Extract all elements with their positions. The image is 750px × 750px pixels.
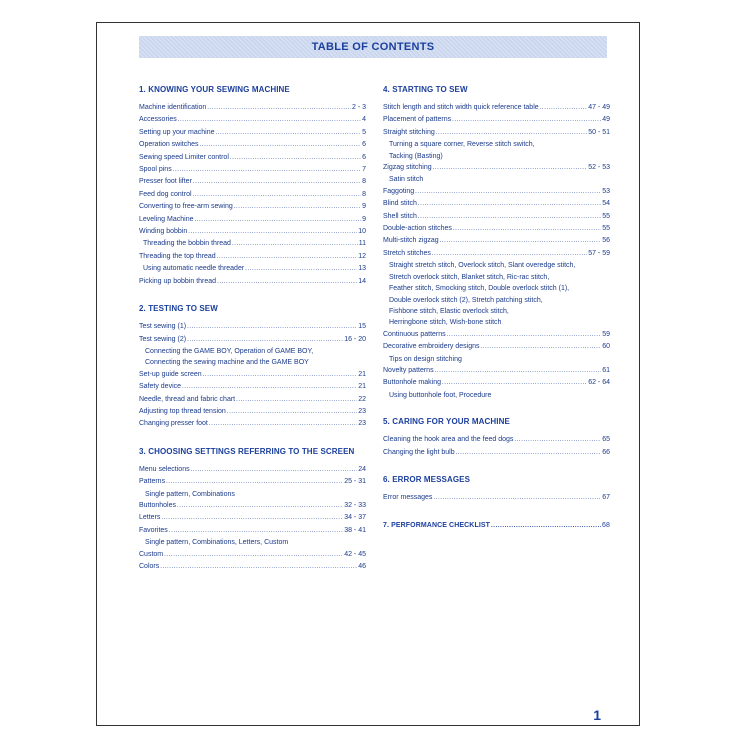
entry-title: Winding bobbin: [139, 228, 188, 236]
toc-entry: [139, 139, 366, 151]
entry-title: Zigzag stitching: [383, 164, 432, 172]
page-ref: 59: [602, 330, 610, 338]
entry-title: Converting to free-arm sewing: [139, 203, 233, 211]
page-ref: 9: [362, 203, 366, 211]
leader-dots: [453, 223, 601, 235]
manual-page: [96, 22, 640, 726]
page-ref: 13: [358, 265, 366, 273]
toc-subentry: Single pattern, Combinations: [145, 490, 235, 498]
toc-subentry: Tacking (Basting): [389, 152, 443, 160]
toc-section: [383, 520, 610, 532]
page-ref: 9: [362, 215, 366, 223]
entry-title: Custom: [139, 550, 164, 558]
entry-title: Accessories: [139, 116, 177, 124]
entry-title: Decorative embroidery designs: [383, 343, 480, 351]
section-title: 4. STARTING TO SEW: [383, 85, 468, 94]
toc-subentry: Double overlock stitch (2), Stretch patching stitch,: [389, 296, 543, 304]
entry-title: Placement of patterns: [383, 116, 452, 124]
toc-subentry: Stretch overlock stitch, Blanket stitch, Ric-rac stitch,: [389, 273, 550, 281]
toc-entry: [139, 381, 366, 393]
page-ref: 21: [358, 383, 366, 391]
leader-dots: [169, 525, 343, 537]
entry-title: Threading the top thread: [139, 252, 216, 260]
toc-entry: [383, 114, 610, 126]
leader-dots: [447, 329, 602, 341]
entry-title: Sewing speed Limiter control: [139, 153, 229, 161]
page-ref: 6: [362, 141, 366, 149]
section-title-text: 7. PERFORMANCE CHECKLIST: [383, 522, 491, 530]
leader-dots: [418, 211, 601, 223]
page-ref: 11: [358, 240, 366, 248]
toc-entry: [383, 102, 610, 114]
entry-title: Presser foot lifter: [139, 178, 192, 186]
leader-dots: [456, 447, 602, 459]
leader-dots: [194, 214, 361, 226]
toc-entry: [383, 434, 610, 446]
page-ref: 68: [602, 522, 610, 530]
leader-dots: [200, 139, 362, 151]
toc-entry: [139, 464, 366, 476]
page-ref: 49: [602, 116, 610, 124]
entry-title: Shell stitch: [383, 212, 417, 220]
page-ref: 38 - 41: [344, 526, 366, 534]
leader-dots: [166, 476, 343, 488]
leader-dots: [193, 176, 361, 188]
page-ref: 65: [602, 436, 610, 444]
toc-section: [139, 447, 366, 574]
page-ref: 54: [602, 200, 610, 208]
toc-entry: [139, 214, 366, 226]
page-ref: 23: [358, 407, 366, 415]
entry-title: Buttonhole making: [383, 379, 441, 387]
page-ref: 15: [358, 323, 366, 331]
entry-title: Blind stitch: [383, 200, 417, 208]
toc-entry: [139, 525, 366, 537]
leader-dots: [452, 114, 601, 126]
toc-entry: [139, 127, 366, 139]
leader-dots: [442, 377, 587, 389]
leader-dots: [435, 365, 602, 377]
leader-dots: [217, 251, 358, 263]
entry-title: Test sewing (2): [139, 335, 187, 343]
toc-entry: [139, 500, 366, 512]
entry-title: Faggoting: [383, 187, 415, 195]
toc-entry: [139, 189, 366, 201]
entry-title: Straight stitching: [383, 128, 435, 136]
leader-dots: [191, 464, 358, 476]
entry-title: Set-up guide screen: [139, 370, 202, 378]
toc-entry: [139, 164, 366, 176]
page-ref: 8: [362, 178, 366, 186]
leader-dots: [432, 248, 587, 260]
page-ref: 62 - 64: [588, 379, 610, 387]
leader-dots: [217, 276, 357, 288]
leader-dots: [227, 406, 357, 418]
toc-entry: [383, 447, 610, 459]
page-ref: 32 - 33: [344, 501, 366, 509]
leader-dots: [481, 341, 602, 353]
page-ref: 16 - 20: [344, 335, 366, 343]
section-title: 2. TESTING TO SEW: [139, 304, 218, 314]
leader-dots: [245, 263, 357, 275]
leader-dots: [187, 321, 357, 333]
page-ref: 8: [362, 190, 366, 198]
page-title: TABLE OF CONTENTS: [311, 41, 435, 53]
toc-entry: [383, 127, 610, 139]
entry-title: Multi-stitch zigzag: [383, 237, 439, 245]
page-ref: 22: [358, 395, 366, 403]
toc-subentry: Using buttonhole foot, Procedure: [389, 391, 492, 399]
toc-entry: [139, 152, 366, 164]
section-title: 1. KNOWING YOUR SEWING MACHINE: [139, 85, 290, 94]
section-title: [383, 520, 610, 532]
toc-entry: [383, 186, 610, 198]
leader-dots: [440, 235, 602, 247]
toc-entry: [139, 369, 366, 381]
toc-subentry: Herringbone stitch, Wish-bone stitch: [389, 319, 502, 327]
toc-entry: [383, 211, 610, 223]
entry-title: Buttonholes: [139, 501, 176, 509]
toc-entry: [139, 226, 366, 238]
toc-entry: [139, 102, 366, 114]
toc-subentry: Satin stitch: [389, 176, 424, 184]
leader-dots: [207, 102, 351, 114]
toc-subentry: Fishbone stitch, Elastic overlock stitch,: [389, 307, 509, 315]
toc-entry: [383, 223, 610, 235]
leader-dots: [209, 418, 357, 430]
toc-section: [383, 417, 610, 459]
toc-section: [139, 304, 366, 431]
toc-entry: [383, 198, 610, 210]
toc-subentry: Single pattern, Combinations, Letters, Custom: [145, 539, 289, 547]
entry-title: Safety device: [139, 383, 182, 391]
entry-title: Threading the bobbin thread: [143, 240, 231, 248]
toc-entry: [139, 512, 366, 524]
entry-title: Novelty patterns: [383, 366, 434, 374]
section-title: 3. CHOOSING SETTINGS REFERRING TO THE SCREEN: [139, 446, 355, 456]
page-ref: 24: [358, 465, 366, 473]
leader-dots: [188, 226, 357, 238]
title-banner: [139, 36, 607, 58]
leader-dots: [230, 152, 361, 164]
entry-title: Picking up bobbin thread: [139, 277, 217, 285]
page-ref: 57 - 59: [588, 249, 610, 257]
leader-dots: [182, 381, 357, 393]
page-ref: 60: [602, 343, 610, 351]
toc-section: [383, 85, 610, 401]
page-ref: 50 - 51: [588, 128, 610, 136]
toc-entry: [383, 365, 610, 377]
toc-subentry: Straight stretch stitch, Overlock stitch, Slant overedge stitch,: [389, 262, 576, 270]
page-ref: 10: [358, 228, 366, 236]
leader-dots: [216, 127, 362, 139]
toc-entry: [139, 334, 366, 346]
toc-entry: [383, 492, 610, 504]
toc-entry: [383, 162, 610, 174]
entry-title: Cleaning the hook area and the feed dogs: [383, 436, 514, 444]
leader-dots: [178, 114, 361, 126]
page-ref: 46: [358, 563, 366, 570]
page-ref: 34 - 37: [344, 514, 366, 522]
entry-title: Favorites: [139, 526, 168, 534]
toc-entry: [139, 561, 366, 573]
toc-entry: [139, 418, 366, 430]
entry-title: Using automatic needle threader: [143, 265, 245, 273]
leader-dots: [491, 520, 601, 532]
leader-dots: [187, 334, 343, 346]
entry-title: Error messages: [383, 493, 433, 501]
page-ref: 14: [358, 277, 366, 285]
toc-entry: [139, 263, 366, 275]
entry-title: Changing the light bulb: [383, 448, 455, 456]
toc-subentry: Connecting the GAME BOY, Operation of GAME BOY,: [145, 347, 314, 355]
page-ref: 61: [602, 366, 610, 374]
leader-dots: [540, 102, 588, 114]
page-ref: 7: [362, 166, 366, 174]
toc-entry: [139, 406, 366, 418]
entry-title: Operation switches: [139, 141, 199, 149]
leader-dots: [433, 162, 588, 174]
leader-dots: [514, 434, 601, 446]
toc-entry: [139, 251, 366, 263]
page-ref: 66: [602, 448, 610, 456]
entry-title: Letters: [139, 514, 161, 522]
entry-title: Patterns: [139, 478, 166, 486]
page-ref: 42 - 45: [344, 550, 366, 558]
entry-title: Machine identification: [139, 104, 207, 111]
toc-subentry: Connecting the sewing machine and the GAME BOY: [145, 359, 309, 367]
page-ref: 5: [362, 128, 366, 136]
page-ref: 2 - 3: [351, 104, 366, 111]
page-ref: 67: [602, 493, 610, 501]
leader-dots: [415, 186, 601, 198]
toc-subentry: Feather stitch, Smocking stitch, Double overlock stitch (1),: [389, 285, 570, 293]
leader-dots: [193, 189, 362, 201]
leader-dots: [173, 164, 361, 176]
toc-entry: [383, 377, 610, 389]
toc-entry: [139, 114, 366, 126]
leader-dots: [236, 394, 357, 406]
page-ref: 6: [362, 153, 366, 161]
entry-title: Needle, thread and fabric chart: [139, 395, 236, 403]
leader-dots: [177, 500, 343, 512]
entry-title: Double-action stitches: [383, 225, 452, 233]
page-ref: 55: [602, 212, 610, 220]
leader-dots: [436, 127, 587, 139]
section-title: 5. CARING FOR YOUR MACHINE: [383, 417, 510, 427]
entry-title: Feed dog control: [139, 190, 192, 198]
toc-entry: [139, 238, 366, 250]
toc-entry: [139, 549, 366, 561]
toc-section: [139, 85, 366, 288]
leader-dots: [161, 512, 343, 524]
entry-title: Menu selections: [139, 465, 190, 473]
toc-right-column: [383, 85, 610, 549]
toc-entry: [139, 321, 366, 333]
toc-entry: [383, 235, 610, 247]
toc-entry: [139, 176, 366, 188]
entry-title: Spool pins: [139, 166, 172, 174]
entry-title: Stitch length and stitch width quick reference table: [383, 104, 539, 111]
page-ref: 55: [602, 225, 610, 233]
toc-subentry: Tips on design stitching: [389, 355, 462, 363]
leader-dots: [433, 492, 601, 504]
toc-entry: [139, 394, 366, 406]
page-ref: 25 - 31: [344, 478, 366, 486]
section-title: 6. ERROR MESSAGES: [383, 474, 471, 484]
page-ref: 12: [358, 252, 366, 260]
leader-dots: [418, 198, 601, 210]
page-ref: 56: [602, 237, 610, 245]
toc-entry: [383, 329, 610, 341]
entry-title: Leveling Machine: [139, 215, 194, 223]
toc-entry: [139, 476, 366, 488]
leader-dots: [160, 561, 357, 573]
page-ref: 47 - 49: [588, 104, 610, 111]
leader-dots: [232, 238, 358, 250]
entry-title: Test sewing (1): [139, 323, 187, 331]
page-ref: 21: [358, 370, 366, 378]
page-number: 1: [593, 707, 601, 723]
toc-section: [383, 475, 610, 504]
toc-subentry: Turning a square corner, Reverse stitch switch,: [389, 141, 535, 149]
entry-title: Continuous patterns: [383, 330, 446, 338]
entry-title: Stretch stitches: [383, 249, 431, 257]
page-ref: 4: [362, 116, 366, 124]
page-ref: 53: [602, 187, 610, 195]
toc-left-column: [139, 85, 366, 589]
leader-dots: [164, 549, 343, 561]
toc-entry: [383, 248, 610, 260]
toc-entry: [139, 276, 366, 288]
page-ref: 52 - 53: [588, 164, 610, 172]
entry-title: Changing presser foot: [139, 420, 208, 428]
entry-title: Setting up your machine: [139, 128, 215, 136]
page-ref: 23: [358, 420, 366, 428]
toc-entry: [383, 341, 610, 353]
toc-entry: [139, 201, 366, 213]
leader-dots: [234, 201, 361, 213]
entry-title: Colors: [139, 563, 160, 570]
leader-dots: [203, 369, 358, 381]
entry-title: Adjusting top thread tension: [139, 407, 226, 415]
